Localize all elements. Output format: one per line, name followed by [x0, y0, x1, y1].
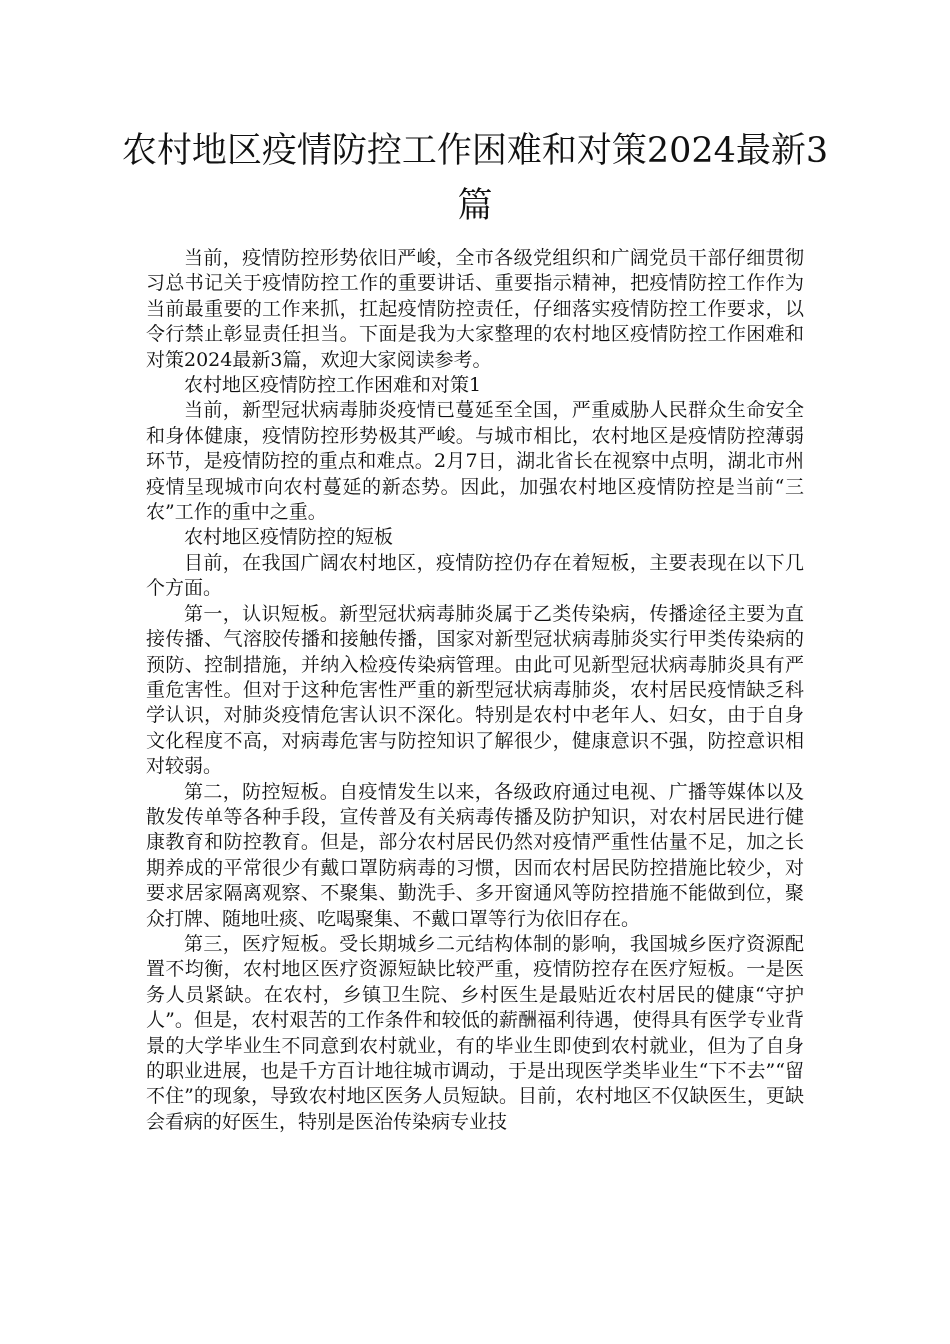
- section-heading-1: 农村地区疫情防控工作困难和对策1: [184, 374, 482, 397]
- body-paragraph: 目前，在我国广阔农村地区，疫情防控仍存在着短板，主要表现在以下几个方面。: [146, 551, 804, 600]
- body-paragraph-medical: 第三，医疗短板。受长期城乡二元结构体制的影响，我国城乡医疗资源配置不均衡，农村地区医疗资源短缺比较严重，疫情防控存在医疗短板。一是医务人员紧缺。在农村，乡镇卫生院、乡村医生是最贴近农村居民的健康“守护人”。但是，农村艰苦的工作条件和较低的薪酬福利待遇，使得具有医学专业背景的大学毕业生不同意到农村就业，有的毕业生即使到农村就业，但为了自身的职业进展，也是千方百计地往城市调动，于是出现医学类毕业生“下不去”“留不住”的现象，导致农村地区医务人员短缺。目前，农村地区不仅缺医生，更缺会看病的好医生，特别是医治传染病专业技: [146, 932, 804, 1133]
- document-body: [146, 246, 804, 1135]
- intro-paragraph: 当前，疫情防控形势依旧严峻，全市各级党组织和广阔党员干部仔细贯彻习总书记关于疫情防控工作的重要讲话、重要指示精神，把疫情防控工作作为当前最重要的工作来抓，扛起疫情防控责任，仔细落实疫情防控工作要求，以令行禁止彰显责任担当。下面是我为大家整理的农村地区疫情防控工作困难和对策2024最新3篇，欢迎大家阅读参考。: [146, 247, 804, 371]
- body-paragraph-awareness: 第一，认识短板。新型冠状病毒肺炎属于乙类传染病，传播途径主要为直接传播、气溶胶传播和接触传播，国家对新型冠状病毒肺炎实行甲类传染病的预防、控制措施，并纳入检疫传染病管理。由此可见新型冠状病毒肺炎具有严重危害性。但对于这种危害性严重的新型冠状病毒肺炎，农村居民疫情缺乏科学认识，对肺炎疫情危害认识不深化。特别是农村中老年人、妇女，由于自身文化程度不高，对病毒危害与防控知识了解很少，健康意识不强，防控意识相对较弱。: [146, 602, 804, 778]
- sub-heading-shortcomings: 农村地区疫情防控的短板: [184, 526, 394, 549]
- body-paragraph: 当前，新型冠状病毒肺炎疫情已蔓延至全国，严重威胁人民群众生命安全和身体健康，疫情防控形势极其严峻。与城市相比，农村地区是疫情防控薄弱环节，是疫情防控的重点和难点。2月7日，湖北省长在视察中点明，湖北市州疫情呈现城市向农村蔓延的新态势。因此，加强农村地区疫情防控是当前“三农”工作的重中之重。: [146, 399, 804, 524]
- document-title: 农村地区疫情防控工作困难和对策2024最新3篇: [121, 131, 829, 226]
- body-paragraph-prevention: 第二，防控短板。自疫情发生以来，各级政府通过电视、广播等媒体以及散发传单等各种手段，宣传普及有关病毒传播及防护知识，对农村居民进行健康教育和防控教育。但是，部分农村居民仍然对疫情严重性估量不足，加之长期养成的平常很少有戴口罩防病毒的习惯，因而农村居民防控措施比较少，对要求居家隔离观察、不聚集、勤洗手、多开窗通风等防控措施不能做到位，聚众打牌、随地吐痰、吃喝聚集、不戴口罩等行为依旧存在。: [146, 780, 804, 930]
